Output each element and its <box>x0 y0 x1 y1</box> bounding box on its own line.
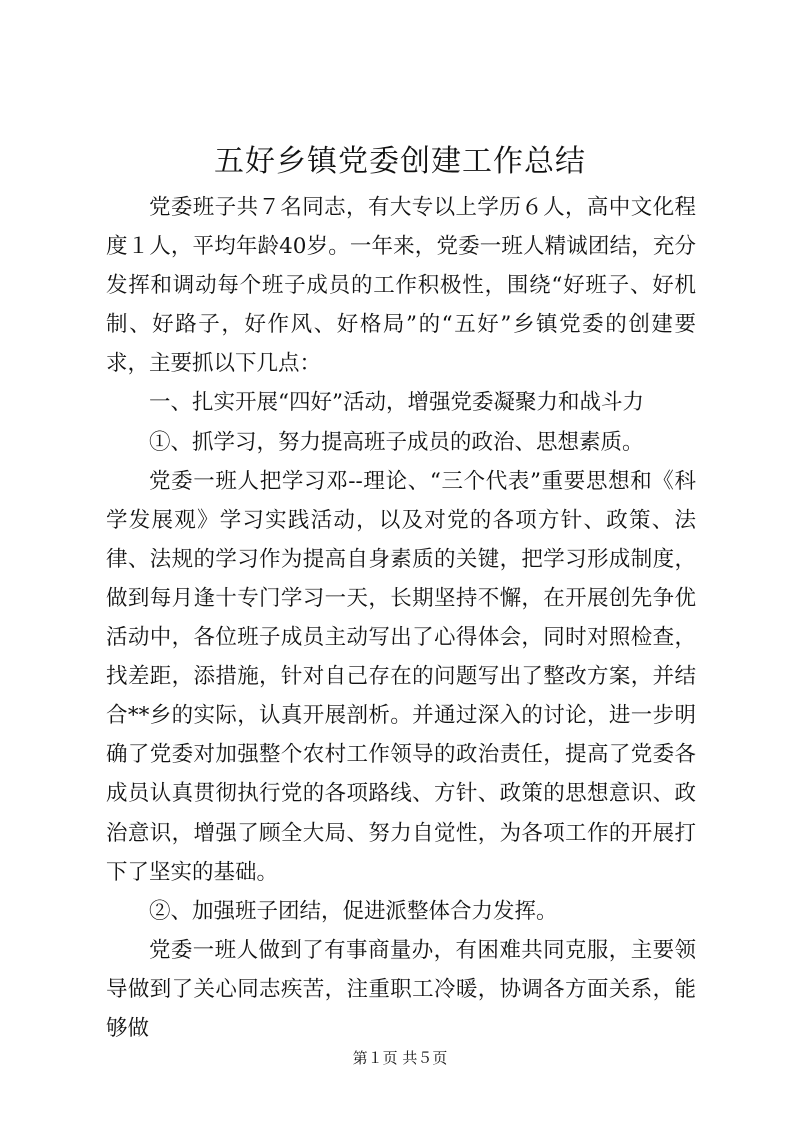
section-heading-1: 一、扎实开展“四好”活动，增强党委凝聚力和战斗力 <box>149 390 644 416</box>
document-body <box>106 188 696 1048</box>
page-number-footer: 第１页 共５页 <box>352 1049 448 1067</box>
paragraph-unity: 党委一班人做到了有事商量办，有困难共同克服，主要领导做到了关心同志疾苦，注重职工冷暖，协调各方面关系，能够做 <box>106 937 696 1041</box>
document-title: 五好乡镇党委创建工作总结 <box>214 144 586 179</box>
subheading-study: ①、抓学习，努力提高班子成员的政治、思想素质。 <box>149 429 644 455</box>
paragraph-intro: 党委班子共７名同志，有大专以上学历６人，高中文化程度１人，平均年龄40岁。一年来，党委一班人精诚团结，充分发挥和调动每个班子成员的工作积极性，围绕“好班子、好机制、好路子，好作风、好格局”的“五好”乡镇党委的创建要求，主要抓以下几点： <box>106 195 696 377</box>
subheading-unity: ②、加强班子团结，促进派整体合力发挥。 <box>149 898 558 924</box>
paragraph-study: 党委一班人把学习邓--理论、“三个代表”重要思想和《科学发展观》学习实践活动，以及对党的各项方针、政策、法律、法规的学习作为提高自身素质的关键，把学习形成制度，做到每月逢十专门学习一天，长期坚持不懈，在开展创先争优活动中，各位班子成员主动写出了心得体会，同时对照检查，找差距，添措施，针对自己存在的问题写出了整改方案，并结合**乡的实际，认真开展剖析。并通过深入的讨论，进一步明确了党委对加强整个农村工作领导的政治责任，提高了党委各成员认真贯彻执行党的各项路线、方针、政策的思想意识、政治意识，增强了顾全大局、努力自觉性，为各项工作的开展打下了坚实的基础。 <box>106 468 696 885</box>
